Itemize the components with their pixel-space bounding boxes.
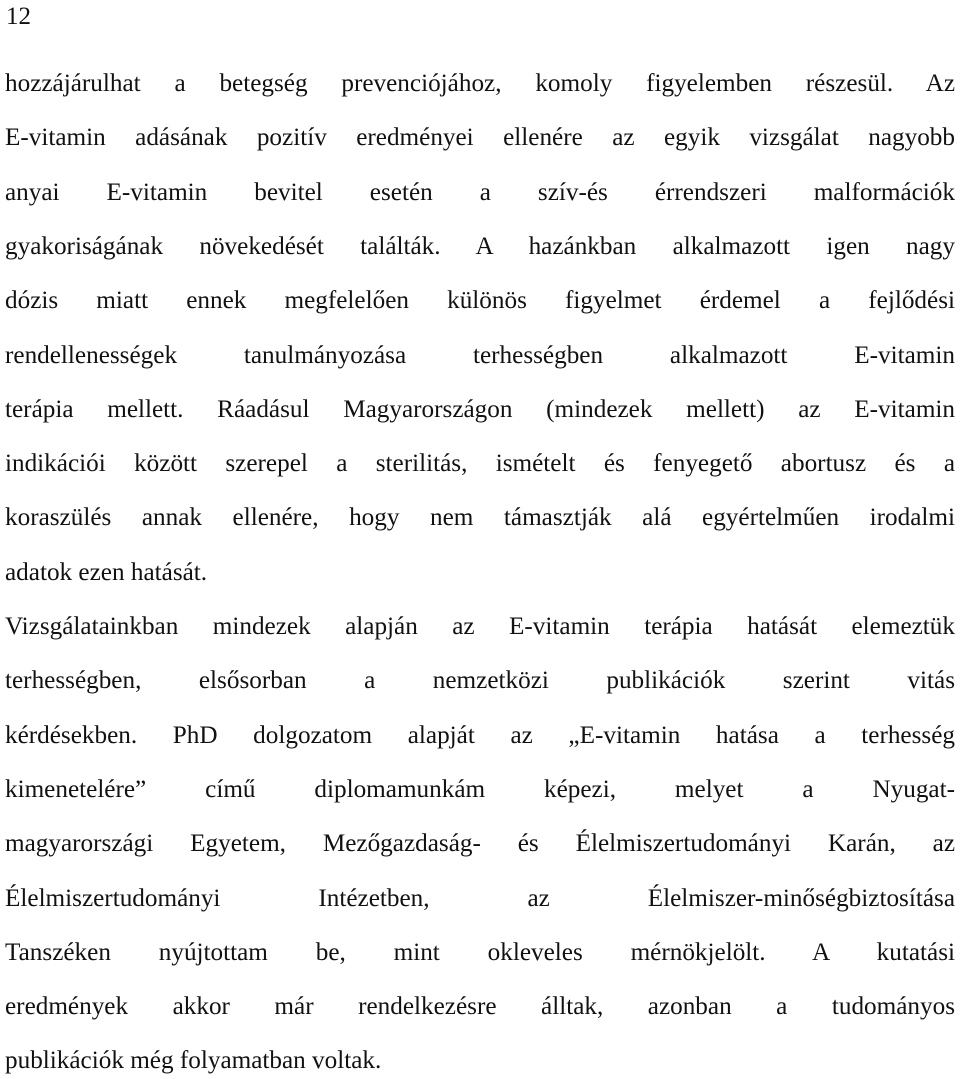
- text-line: rendellenességek tanulmányozása terhességben alkalmazott E-vitamin: [5, 341, 955, 369]
- text-line: kérdésekben. PhD dolgozatom alapját az „E-vitamin hatása a terhesség: [5, 721, 955, 749]
- text-line: Vizsgálatainkban mindezek alapján az E-vitamin terápia hatását elemeztük: [5, 613, 955, 640]
- text-line: publikációk még folyamatban voltak.: [5, 1047, 382, 1075]
- text-line: anyai E-vitamin bevitel esetén a szív-és érrendszeri malformációk: [5, 178, 955, 206]
- text-line: eredmények akkor már rendelkezésre álltak, azonban a tudományos: [5, 993, 955, 1021]
- text-line: Tanszéken nyújtottam be, mint okleveles mérnökjelölt. A kutatási: [5, 938, 955, 966]
- text-line: dózis miatt ennek megfelelően különös figyelmet érdemel a fejlődési: [5, 287, 955, 315]
- text-line: kimenetelére” című diplomamunkám képezi, melyet a Nyugat-: [5, 775, 955, 803]
- text-line: E-vitamin adásának pozitív eredményei ellenére az egyik vizsgálat nagyobb: [5, 124, 955, 152]
- text-line: gyakoriságának növekedését találták. A hazánkban alkalmazott igen nagy: [5, 232, 955, 260]
- text-line: magyarországi Egyetem, Mezőgazdaság- és Élelmiszertudományi Karán, az: [5, 830, 955, 858]
- text-line: terápia mellett. Ráadásul Magyarországon (mindezek mellett) az E-vitamin: [5, 395, 955, 423]
- page-number: 12: [6, 3, 31, 30]
- text-line: koraszülés annak ellenére, hogy nem támasztják alá egyértelműen irodalmi: [5, 504, 955, 532]
- text-line: indikációi között szerepel a sterilitás, ismételt és fenyegető abortusz és a: [5, 450, 955, 478]
- text-line: hozzájárulhat a betegség prevenciójához, komoly figyelemben részesül. Az: [5, 70, 955, 97]
- text-line: terhességben, elsősorban a nemzetközi publikációk szerint vitás: [5, 667, 955, 695]
- text-line: Élelmiszertudományi Intézetben, az Élelmiszer-minőségbiztosítása: [5, 884, 955, 912]
- text-line: adatok ezen hatását.: [5, 558, 208, 586]
